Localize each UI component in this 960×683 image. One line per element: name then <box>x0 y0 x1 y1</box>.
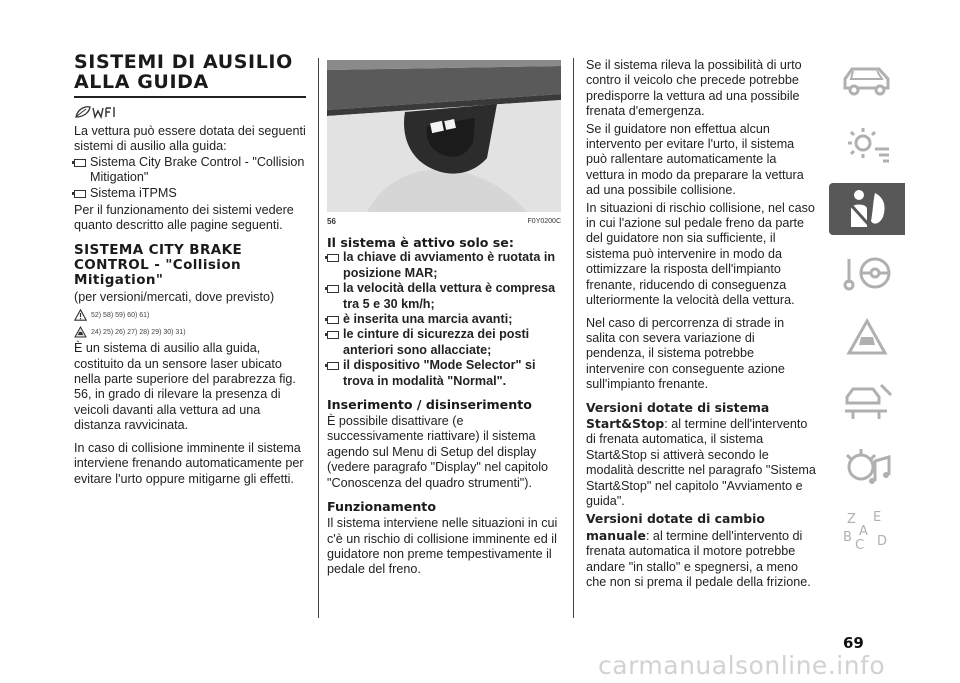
svg-text:A: A <box>859 524 868 539</box>
chapter-tab-maintenance[interactable] <box>829 375 905 427</box>
warning-triangle-icon <box>74 309 87 321</box>
left-column <box>74 52 306 487</box>
chapter-tab-starting-driving[interactable] <box>829 247 905 299</box>
alphabet-index-icon <box>839 507 895 551</box>
list-item: le cinture di sicurezza dei posti anteriori sono allacciate; <box>327 327 561 358</box>
svg-text:D: D <box>877 534 888 549</box>
car-icon <box>839 62 895 100</box>
body-text: È possibile disattivare (e successivamente riattivare) il sistema agendo sul Menu di Setup del display (vedere paragrafo "Display" nel capitolo "Conoscenza del quadro strumenti"). <box>327 414 549 490</box>
body-text: Il sistema interviene nelle situazioni in cui c'è un rischio di collisione imminente ed il guidatore non preme tempestivamente il pedale del freno. <box>327 516 558 577</box>
body-text: Se il guidatore non effettua alcun intervento per evitare l'urto, il sistema può rallentare automaticamente la vettura in modo da preparare la vettura ad una possibile collisione. <box>586 121 804 198</box>
column-divider <box>573 58 574 618</box>
watermark: carmanualsonline.info <box>598 651 886 680</box>
active-conditions-title: Il sistema è attivo solo se: <box>327 235 514 251</box>
body-text: Per il funzionamento dei sistemi vedere quanto descritto alle pagine seguenti. <box>74 203 294 233</box>
svg-text:Z: Z <box>847 512 856 527</box>
subsection-title: Funzionamento <box>327 499 436 515</box>
caution-hand-icon <box>74 326 87 338</box>
page-title: SISTEMI DI AUSILIO ALLA GUIDA <box>74 51 293 93</box>
bullet-icon <box>327 316 339 324</box>
chapter-tab-index[interactable] <box>829 503 905 555</box>
caution-ref-numbers: 24) 25) 26) 27) 28) 29) 30) 31) <box>91 328 186 336</box>
bullet-icon <box>74 159 86 167</box>
chapter-tab-car[interactable] <box>829 55 905 107</box>
svg-text:E: E <box>873 510 882 525</box>
warning-triangle-car-icon <box>839 317 895 357</box>
key-steering-icon <box>839 253 895 293</box>
page-number: 69 <box>843 634 864 652</box>
figure-number: 56 <box>327 217 336 226</box>
list-item: Sistema City Brake Control - "Collision Mitigation" <box>74 155 306 186</box>
list-item: la chiave di avviamento è ruotata in posizione MAR; <box>327 250 561 281</box>
body-text: In caso di collisione imminente il sistema interviene frenando automaticamente per evitare l'urto oppure mitigarne gli effetti. <box>74 440 304 486</box>
warning-refs <box>74 308 306 322</box>
section-title: SISTEMA CITY BRAKE CONTROL - "Collision Mitigation" <box>74 241 243 288</box>
bullet-icon <box>327 285 339 293</box>
chapter-tab-emergency[interactable] <box>829 311 905 363</box>
right-column <box>586 56 816 590</box>
startstop-paragraph: Versioni dotate di sistema Start&Stop: al termine dell'intervento di frenata automatica, il sistema Start&Stop si attiverà secondo le modalità descritte nel paragrafo "Sistema Start&Stop" nel capitolo "Avviamento e guida". <box>586 399 816 508</box>
bullet-icon <box>74 190 86 198</box>
column-divider <box>318 58 319 618</box>
middle-column <box>327 60 561 578</box>
caution-refs <box>74 325 306 339</box>
warning-ref-numbers: 52) 58) 59) 60) 61) <box>91 311 150 319</box>
eco-leaf-icon <box>74 104 306 120</box>
bullet-icon <box>327 331 339 339</box>
subsection-title: Inserimento / disinserimento <box>327 397 532 413</box>
bullet-icon <box>327 362 339 370</box>
svg-text:B: B <box>843 530 852 545</box>
chapter-tab-dashboard-lights[interactable] <box>829 119 905 171</box>
list-item: il dispositivo "Mode Selector" si trova in modalità "Normal". <box>327 358 561 389</box>
figure-code: F0Y0200C <box>527 218 561 225</box>
title-divider <box>74 96 306 98</box>
multimedia-icon <box>839 445 895 485</box>
intro-text: La vettura può essere dotata dei seguenti sistemi di ausilio alla guida: <box>74 124 306 154</box>
body-text: È un sistema di ausilio alla guida, costituito da un sensore laser ubicato nella parte superiore del parabrezza fig. 56, in grado di rilevare la presenza di veicoli davanti alla vettura ad una distanza ravvicinata. <box>74 341 296 433</box>
body-text: Nel caso di percorrenza di strade in salita con severa variazione di pendenza, il sistema potrebbe intervenire con conseguente azione sull'impianto frenante. <box>586 315 785 392</box>
sun-lights-icon <box>839 125 895 165</box>
seatbelt-airbag-icon <box>839 187 895 231</box>
figure-windshield-sensor <box>327 60 561 212</box>
list-item: la velocità della vettura è compresa tra 5 e 30 km/h; <box>327 281 561 312</box>
scope-note: (per versioni/mercati, dove previsto) <box>74 289 275 304</box>
svg-text:C: C <box>855 538 865 551</box>
bullet-icon <box>327 254 339 262</box>
manual-gearbox-paragraph: Versioni dotate di cambio manuale: al termine dell'intervento di frenata automatica il motore potrebbe andare "in stallo" e spegnersi, a meno che non si prema il pedale della frizione. <box>586 511 811 589</box>
chapter-sidebar <box>829 55 905 567</box>
list-item: è inserita una marcia avanti; <box>327 312 561 327</box>
car-lift-wrench-icon <box>839 381 895 421</box>
chapter-tab-safety[interactable] <box>829 183 905 235</box>
list-item: Sistema iTPMS <box>74 186 306 201</box>
body-text: Se il sistema rileva la possibilità di urto contro il veicolo che precede potrebbe predisporre la vettura ad una possibile frenata d'emergenza. <box>586 58 802 119</box>
figure-caption <box>327 214 561 229</box>
body-text: In situazioni di rischio collisione, nel caso in cui l'azione sul pedale freno da parte del guidatore non sia sufficiente, il sistema può intervenire in modo da ottimizzare la risposta dell'impianto frenante, riducendo di conseguenza ulteriormente la velocità della vettura. <box>586 200 815 308</box>
chapter-tab-multimedia[interactable] <box>829 439 905 491</box>
